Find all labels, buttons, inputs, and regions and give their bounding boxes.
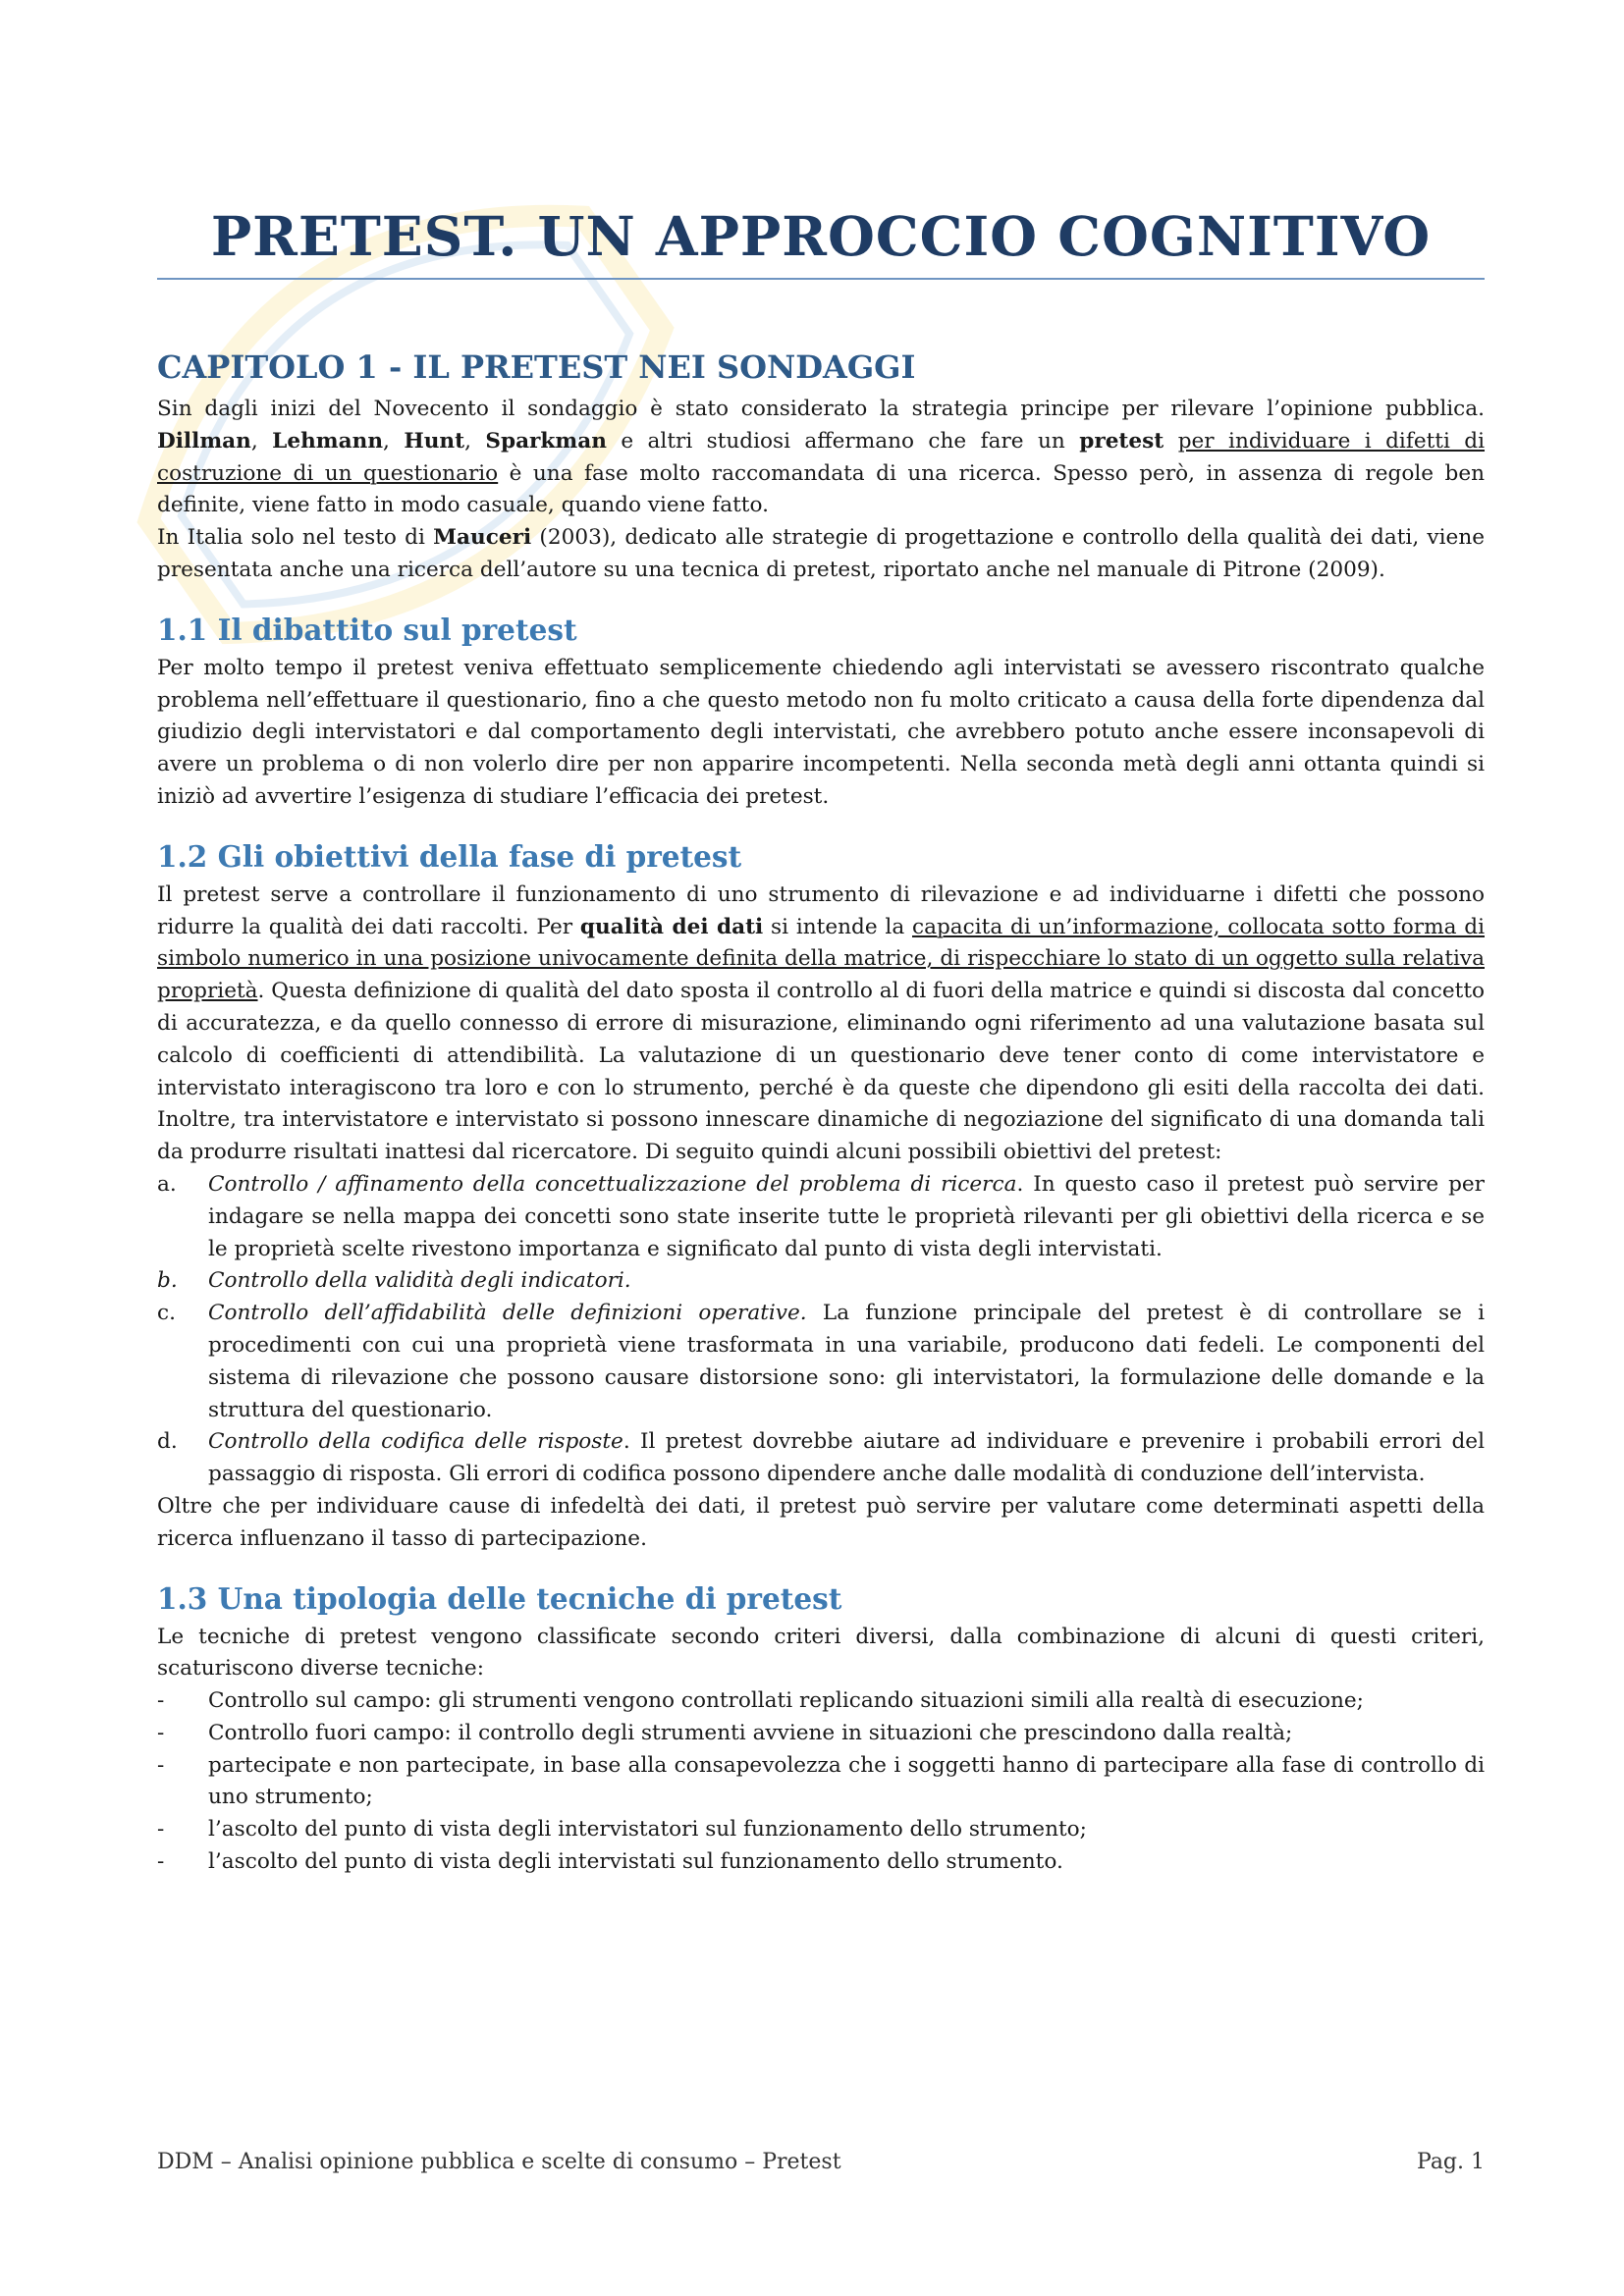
list-item bbox=[157, 1846, 1485, 1879]
author-hunt: Hunt bbox=[404, 428, 465, 454]
section-heading-1-2: 1.2 Gli obiettivi della fase di pretest bbox=[157, 838, 742, 874]
item-title: Controllo della codifica delle risposte bbox=[208, 1429, 623, 1455]
list-item bbox=[157, 1169, 1485, 1265]
underlined-definition: capacita di un’informazione, collocata sotto forma di simbolo numerico in una posizione univocamente definita della matrice, di rispecchiare lo stato di un oggetto sulla relativa proprietà bbox=[157, 914, 1485, 1004]
section-heading-1-1: 1.1 Il dibattito sul pretest bbox=[157, 612, 577, 647]
item-text: Controllo sul campo: gli strumenti vengono controllati replicando situazioni simili alla realtà di esecuzione; bbox=[208, 1688, 1364, 1714]
section-1-2-closing: Oltre che per individuare cause di infedeltà dei dati, il pretest può servire per valutare come determinati aspetti della ricerca influenzano il tasso di partecipazione. bbox=[157, 1493, 1485, 1551]
term-qualita-dati: qualità dei dati bbox=[579, 914, 764, 939]
list-marker: - bbox=[157, 1688, 165, 1714]
section-1-2-paragraph bbox=[157, 880, 1485, 1169]
author-lehmann: Lehmann bbox=[272, 428, 384, 454]
item-text: Controllo fuori campo: il controllo degli strumenti avviene in situazioni che prescindono dalla realtà; bbox=[208, 1720, 1293, 1745]
item-text: La funzione principale del pretest è di controllare se i procedimenti con cui una proprietà viene trasformata in una variabile, producono dati fedeli. Le componenti del sistema di rilevazione che possono causare distorsione sono: gli intervistatori, la formulazione delle domande e la struttura del questionario. bbox=[208, 1301, 1486, 1422]
list-item bbox=[157, 1814, 1485, 1846]
intro-text-4: In Italia solo nel testo di bbox=[157, 525, 434, 551]
list-marker: - bbox=[157, 1849, 165, 1875]
author-dillman: Dillman bbox=[157, 428, 251, 454]
separator: , bbox=[464, 428, 486, 454]
list-item bbox=[157, 1298, 1485, 1426]
item-text: l’ascolto del punto di vista degli intervistati sul funzionamento dello strumento. bbox=[208, 1849, 1063, 1875]
objectives-list bbox=[157, 1169, 1485, 1491]
item-text: partecipate e non partecipate, in base alla consapevolezza che i soggetti hanno di partecipare alla fase di controllo di uno strumento; bbox=[208, 1752, 1485, 1810]
item-text: . In questo caso il pretest può servire per indagare se nella mappa dei concetti sono state inserite tutte le proprietà rilevanti per gli obiettivi della ricerca e se le proprietà scelte rivestono importanza e significato dal punto di vista degli intervistati. bbox=[208, 1171, 1485, 1261]
separator: , bbox=[250, 428, 273, 454]
list-item bbox=[157, 1685, 1485, 1718]
item-text: . Il pretest dovrebbe aiutare ad individuare e prevenire i probabili errori del passaggio di risposta. Gli errori di codifica possono dipendere anche dalle modalità di conduzione dell’intervista. bbox=[208, 1429, 1485, 1487]
intro-text-2: e altri studiosi affermano che fare un bbox=[606, 428, 1080, 454]
item-title: Controllo / affinamento della concettualizzazione del problema di ricerca bbox=[208, 1171, 1017, 1197]
author-sparkman: Sparkman bbox=[485, 428, 607, 454]
text-run: Il pretest serve a controllare il funzionamento di uno strumento di rilevazione e ad individuarne i difetti che possono ridurre la qualità dei dati raccolti. Per bbox=[157, 881, 1485, 939]
list-marker: c. bbox=[157, 1301, 176, 1326]
underlined-definition: per individuare i difetti di costruzione di un questionario bbox=[157, 428, 1486, 486]
item-text: l’ascolto del punto di vista degli intervistatori sul funzionamento dello strumento; bbox=[208, 1817, 1087, 1842]
list-marker: - bbox=[157, 1817, 165, 1842]
item-title: Controllo della validità degli indicatori. bbox=[208, 1268, 631, 1294]
chapter-heading: CAPITOLO 1 - IL PRETEST NEI SONDAGGI bbox=[157, 348, 916, 386]
author-mauceri: Mauceri bbox=[433, 525, 532, 551]
section-1-3-paragraph: Le tecniche di pretest vengono classificate secondo criteri diversi, dalla combinazione di alcuni di questi criteri, scaturiscono diverse tecniche: bbox=[157, 1624, 1485, 1682]
document-title: PRETEST. UN APPROCCIO COGNITIVO bbox=[157, 0, 1485, 280]
separator: , bbox=[383, 428, 405, 454]
list-marker: - bbox=[157, 1752, 165, 1778]
term-pretest: pretest bbox=[1079, 428, 1164, 454]
page-footer bbox=[157, 2150, 1485, 2174]
section-1-1-paragraph: Per molto tempo il pretest veniva effettuato semplicemente chiedendo agli intervistati se avessero riscontrato qualche problema nell’effettuare il questionario, fino a che questo metodo non fu molto criticato a causa della forte dipendenza dal giudizio degli intervistatori e dal comportamento degli intervistati, che avrebbero potuto anche essere inconsapevoli di avere un problema o di non volerlo dire per non apparire incompetenti. Nella seconda metà degli anni ottanta quindi si iniziò ad avvertire l’esigenza di studiare l’efficacia dei pretest. bbox=[157, 655, 1485, 809]
footer-title: DDM – Analisi opinione pubblica e scelte di consumo – Pretest bbox=[157, 2150, 841, 2174]
list-marker: a. bbox=[157, 1171, 177, 1197]
list-item bbox=[157, 1426, 1485, 1491]
techniques-list bbox=[157, 1685, 1485, 1879]
list-item bbox=[157, 1265, 1485, 1298]
list-item bbox=[157, 1750, 1485, 1815]
intro-text-5: (2003), dedicato alle strategie di progettazione e controllo della qualità dei dati, viene presentata anche una ricerca dell’autore su una tecnica di pretest, riportato anche nel manuale di Pitrone (2009). bbox=[157, 525, 1486, 582]
text-run: si intende la bbox=[763, 914, 912, 939]
intro-text-3: è una fase molto raccomandata di una ricerca. Spesso però, in assenza di regole ben definite, viene fatto in modo casuale, quando viene fatto. bbox=[157, 460, 1486, 518]
list-item bbox=[157, 1718, 1485, 1750]
intro-paragraph bbox=[157, 394, 1485, 522]
list-marker: b. bbox=[157, 1268, 178, 1294]
page-number: Pag. 1 bbox=[1417, 2150, 1485, 2174]
list-marker: d. bbox=[157, 1429, 178, 1455]
intro-paragraph-2 bbox=[157, 522, 1485, 587]
section-heading-1-3: 1.3 Una tipologia delle tecniche di pretest bbox=[157, 1580, 842, 1616]
intro-text-1: Sin dagli inizi del Novecento il sondaggio è stato considerato la strategia principe per rilevare l’opinione pubblica. bbox=[157, 397, 1485, 421]
list-marker: - bbox=[157, 1720, 165, 1745]
item-title: Controllo dell’affidabilità delle definizioni operative. bbox=[208, 1301, 807, 1326]
text-run: . Questa definizione di qualità del dato sposta il controllo al di fuori della matrice e quindi si discosta dal concetto di accuratezza, e da quello connesso di errore di misurazione, eliminando ogni riferimento ad una valutazione basata sul calcolo di coefficienti di attendibilità. La valutazione di un questionario deve tener conto di come intervistatore e intervistato interagiscono tra loro e con lo strumento, perché è da queste che dipendono gli esiti della raccolta dei dati. Inoltre, tra intervistatore e intervistato si possono innescare dinamiche di negoziazione del significato di una domanda tali da produrre risultati inattesi dal ricercatore. Di seguito quindi alcuni possibili obiettivi del pretest: bbox=[157, 979, 1485, 1165]
document-page bbox=[157, 0, 1485, 1879]
